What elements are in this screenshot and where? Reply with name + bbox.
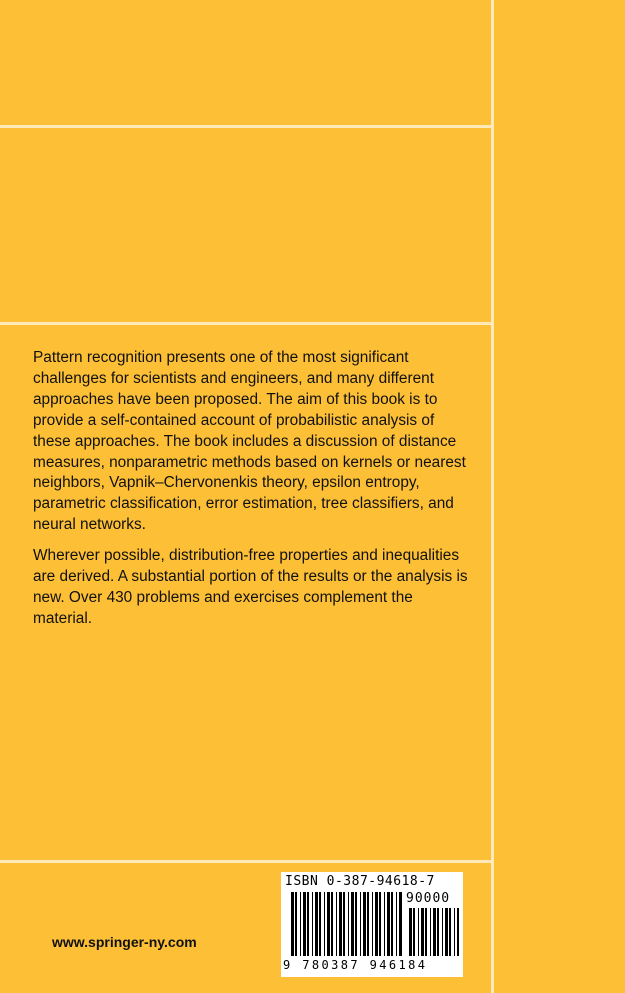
barcode-bar [360,892,361,956]
barcode-bar [307,892,309,956]
addon-barcode-bars [409,908,459,956]
barcode-bar [449,908,451,956]
horizontal-rule-top [0,125,491,128]
barcode-bar [375,892,378,956]
barcode-bar [457,908,459,956]
ean-barcode-bars [291,892,403,956]
barcode-bar [331,892,333,956]
barcode-bar [315,892,318,956]
barcode-bar [379,892,381,956]
barcode-bar [396,892,397,956]
publisher-website[interactable]: www.springer-ny.com [52,934,197,950]
barcode-bar [387,892,390,956]
barcode-bar [355,892,357,956]
barcode-bar [445,908,448,956]
barcode-bar [312,892,313,956]
barcode-bar [295,892,297,956]
barcode-bar [418,908,419,956]
barcode-bar [425,908,427,956]
barcode-bar [433,908,436,956]
barcode-bar [454,908,455,956]
barcode-bar [399,892,402,956]
vertical-rule [491,0,494,993]
barcode-bar [413,908,415,956]
book-description [33,348,473,640]
barcode-bar [300,892,301,956]
horizontal-rule-middle [0,322,491,325]
barcode-bar [367,892,369,956]
barcode-bar [327,892,330,956]
barcode-bar [303,892,306,956]
barcode-bar [336,892,337,956]
barcode-bar [437,908,439,956]
isbn-barcode [281,872,463,977]
barcode-bar [319,892,321,956]
barcode-bar [442,908,443,956]
barcode-bar [291,892,294,956]
barcode-bar [324,892,325,956]
ean-digits: 9 780387 946184 [283,958,428,972]
barcode-bar [372,892,373,956]
barcode-bar [409,908,412,956]
barcode-bar [348,892,349,956]
price-code: 90000 [406,891,451,906]
horizontal-rule-bottom [0,860,491,863]
barcode-bar [384,892,385,956]
isbn-number: ISBN 0-387-94618-7 [285,874,435,889]
barcode-bar [391,892,393,956]
barcode-bar [343,892,345,956]
description-paragraph-1: Pattern recognition presents one of the most significant challenges for scientists and engineers, and many different approaches have been proposed. The aim of this book is to provide a self-contained account of probabilistic analysis of these approaches. The book includes a discussion of distance measures, nonparametric methods based on kernels or nearest neighbors, Vapnik–Chervonenkis theory, epsilon entropy, parametric classification, error estimation, tree classifiers, and neural networks. [33,349,466,534]
description-paragraph-2: Wherever possible, distribution-free properties and inequalities are derived. A substantial portion of the results or the analysis is new. Over 430 problems and exercises complement the material. [33,547,468,627]
barcode-bar [430,908,431,956]
barcode-bar [339,892,342,956]
barcode-bar [351,892,354,956]
barcode-bar [421,908,424,956]
barcode-bar [363,892,366,956]
